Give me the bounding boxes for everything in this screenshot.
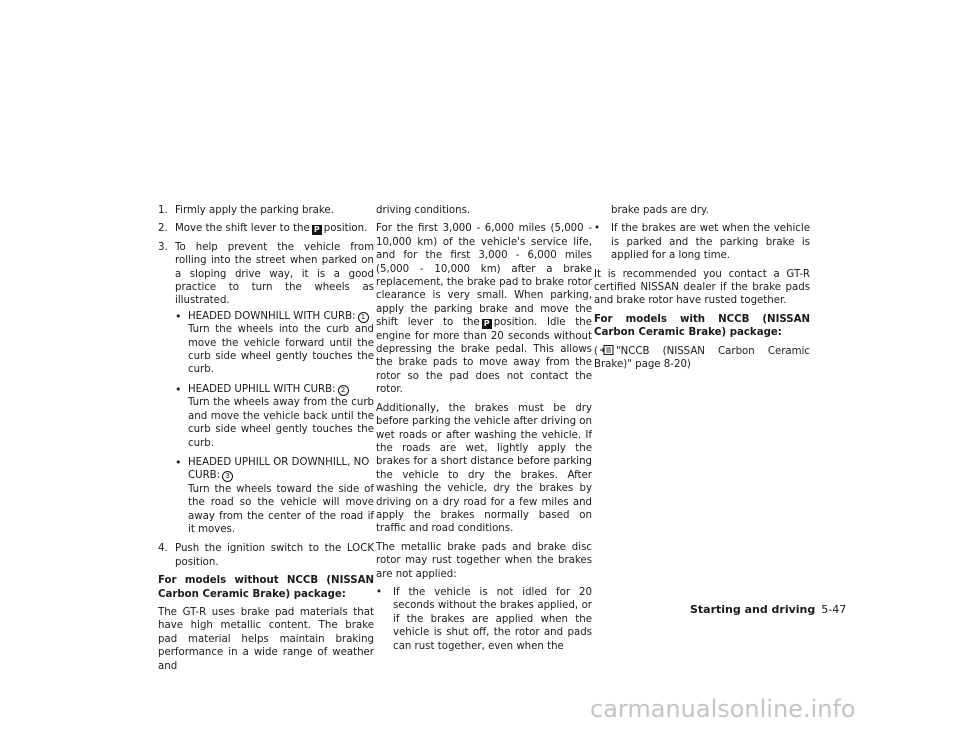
step-1 bbox=[158, 204, 374, 217]
step-text: Push the ignition switch to the LOCK position. bbox=[175, 543, 374, 568]
circled-number-icon: 1 bbox=[358, 312, 369, 323]
bullet-title: HEADED UPHILL OR DOWNHILL, NO CURB: 3 bbox=[188, 456, 370, 482]
bullet-dot: • bbox=[175, 309, 182, 323]
column-right bbox=[594, 204, 810, 376]
step-text: Firmly apply the parking brake. bbox=[175, 205, 334, 216]
bullet-dot: • bbox=[376, 586, 383, 598]
step-4 bbox=[158, 542, 374, 569]
step-number: 2. bbox=[158, 223, 168, 235]
paragraph: For the first 3,000 - 6,000 miles (5,000 - 10,000 km) of the vehicle's service life, and for the first 3,000 - 6,000 miles (5,000 - 10,000 km) after a brake replacement, the brake pad to brake rotor clearance is very small. When parking, apply the parking brake and move the shift lever to the P position. Idle the engine for more than 20 seconds without depressing the brake pedal. This allows the brake pads to move away from the rotor so the pad does not contact the rotor. bbox=[376, 223, 592, 396]
paragraph: The GT-R uses brake pad materials that have high metallic content. The brake pad material helps maintain braking performance in a wide range of weather and bbox=[158, 606, 374, 672]
step-3 bbox=[158, 241, 374, 308]
page-number: 5-47 bbox=[821, 603, 847, 616]
paragraph: It is recommended you contact a GT-R certified NISSAN dealer if the brake pads and brake rotor have rusted together. bbox=[594, 268, 810, 307]
bullet-dot: • bbox=[175, 455, 182, 469]
park-position-icon: P bbox=[482, 319, 492, 329]
paragraph: driving conditions. bbox=[376, 205, 471, 216]
bullet-item bbox=[594, 222, 810, 262]
bullet-dot: • bbox=[175, 382, 182, 396]
paragraph: Additionally, the brakes must be dry before parking the vehicle after driving on wet roads or after washing the vehicle. If the roads are wet, lightly apply the brakes for a short distance before parking the vehicle to dry the brakes. After washing the vehicle, dry the brakes by driving on a dry road for a few miles and apply the brakes normally based on traffic and road conditions. bbox=[376, 402, 592, 535]
step-number: 1. bbox=[158, 205, 168, 216]
step-number: 3. bbox=[158, 241, 168, 253]
watermark: carmanualsonline.info bbox=[590, 695, 856, 723]
bullet-dot: • bbox=[594, 223, 601, 235]
park-position-icon: P bbox=[312, 225, 322, 235]
column-middle bbox=[376, 204, 592, 658]
bullet-downhill-curb bbox=[175, 310, 374, 323]
section-heading: For models with NCCB (NISSAN Carbon Ceramic Brake) package: bbox=[594, 313, 810, 339]
bullet-description: Turn the wheels away from the curb and move the vehicle back until the curb side wheel gently touches the curb. bbox=[188, 397, 374, 449]
bullet-title: HEADED DOWNHILL WITH CURB: 1 bbox=[188, 310, 374, 323]
page-footer bbox=[690, 603, 846, 616]
bullet-description: Turn the wheels into the curb and move the vehicle forward until the curb side wheel gently touches the curb. bbox=[188, 324, 374, 376]
bullet-description: Turn the wheels toward the side of the road so the vehicle will move away from the center of the road if it moves. bbox=[188, 483, 374, 535]
bullet-continuation: brake pads are dry. bbox=[611, 205, 709, 216]
bullet-uphill-curb bbox=[175, 383, 374, 396]
step-text: Move the shift lever to the P position. bbox=[175, 223, 368, 235]
bullet-text: If the vehicle is not idled for 20 seconds without the brakes applied, or if the brakes are applied when the vehicle is shut off, the rotor and pads can rust together, even when the bbox=[393, 586, 592, 652]
column-left bbox=[158, 204, 374, 678]
section-name: Starting and driving bbox=[690, 603, 816, 616]
page-reference-icon bbox=[600, 345, 614, 355]
bullet-text: If the brakes are wet when the vehicle is parked and the parking brake is applied for a long time. bbox=[611, 223, 810, 262]
step-number: 4. bbox=[158, 543, 168, 555]
step-text: To help prevent the vehicle from rolling into the street when parked on a sloping drive way, it is a good practice to turn the wheels as illustrated. bbox=[175, 241, 374, 307]
circled-number-icon: 2 bbox=[338, 385, 349, 396]
paragraph: The metallic brake pads and brake disc rotor may rust together when the brakes are not applied: bbox=[376, 541, 592, 580]
step-2 bbox=[158, 222, 374, 235]
bullet-item bbox=[376, 586, 592, 653]
circled-number-icon: 3 bbox=[222, 471, 233, 482]
section-heading: For models without NCCB (NISSAN Carbon Ceramic Brake) package: bbox=[158, 575, 374, 600]
bullet-no-curb bbox=[175, 456, 374, 483]
bullet-title: HEADED UPHILL WITH CURB: 2 bbox=[188, 383, 374, 396]
cross-reference[interactable]: ( "NCCB (NISSAN Carbon Ceramic Brake)" page 8-20) bbox=[594, 345, 810, 371]
